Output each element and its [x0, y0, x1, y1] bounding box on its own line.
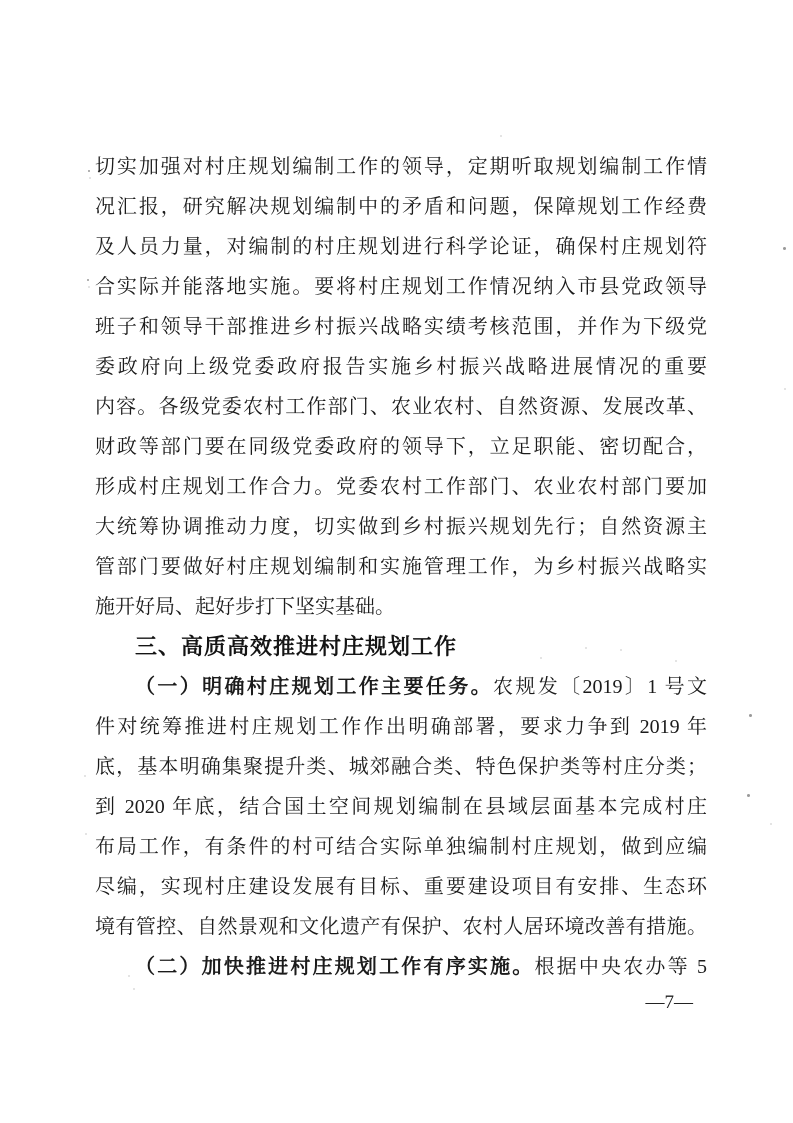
body-line-2: 况汇报，研究解决规划编制中的矛盾和问题，保障规划工作经费 — [95, 196, 707, 218]
body-line-3: 及人员力量，对编制的村庄规划进行科学论证，确保村庄规划符 — [95, 236, 707, 258]
scan-speck — [133, 988, 135, 990]
para-1-lead-rest: 农规发〔2019〕1 号文 — [493, 676, 707, 698]
body-line-8: 财政等部门要在同级党委政府的领导下，立足职能、密切配合， — [95, 436, 707, 458]
para-2-lead-rest: 根据中央农办等 5 — [534, 956, 707, 978]
scan-speck — [85, 833, 87, 835]
para-2-lead-bold: （二）加快推进村庄规划工作有序实施。 — [135, 956, 535, 978]
body-line-12-paragraph-end: 施开好局、起好步打下坚实基础。 — [95, 596, 395, 618]
document-body — [95, 147, 707, 987]
scan-speck — [540, 657, 542, 659]
scan-speck — [585, 647, 587, 649]
scan-speck — [749, 714, 752, 717]
body-line-5: 班子和领导干部推进乡村振兴战略实绩考核范围，并作为下级党 — [95, 316, 707, 338]
scan-speck — [88, 286, 90, 288]
body-line-4: 合实际并能落地实施。要将村庄规划工作情况纳入市县党政领导 — [95, 276, 707, 298]
body-line-10: 大统筹协调推动力度，切实做到乡村振兴规划先行；自然资源主 — [95, 516, 707, 538]
scan-speck — [89, 177, 91, 179]
scan-speck — [747, 794, 750, 797]
body-line-6: 委政府向上级党委政府报告实施乡村振兴战略进展情况的重要 — [95, 356, 707, 378]
scan-speck — [783, 247, 786, 250]
para-1-lead-bold: （一）明确村庄规划工作主要任务。 — [135, 676, 493, 698]
body-line-17: 到 2020 年底，结合国土空间规划编制在县域层面基本完成村庄 — [95, 796, 707, 818]
scan-speck — [445, 647, 447, 649]
scan-speck — [84, 775, 86, 777]
body-line-11: 管部门要做好村庄规划编制和实施管理工作，为乡村振兴战略实 — [95, 556, 707, 578]
page-number: —7— — [645, 992, 693, 1013]
scan-speck — [87, 279, 89, 281]
scan-speck — [770, 823, 772, 825]
body-line-1: 切实加强对村庄规划编制工作的领导，定期听取规划编制工作情 — [95, 156, 707, 178]
body-line-16: 底，基本明确集聚提升类、城郊融合类、特色保护类等村庄分类； — [95, 756, 707, 778]
body-line-15: 件对统筹推进村庄规划工作作出明确部署，要求力争到 2019 年 — [95, 716, 707, 738]
para-1-first-line — [95, 667, 707, 707]
body-line-7: 内容。各级党委农村工作部门、农业农村、自然资源、发展改革、 — [95, 396, 707, 418]
para-2-first-line — [95, 947, 707, 987]
body-line-18: 布局工作，有条件的村可结合实际单独编制村庄规划，做到应编 — [95, 836, 707, 858]
scan-speck — [88, 170, 90, 172]
scan-speck — [128, 975, 130, 977]
scan-speck — [675, 660, 677, 662]
body-line-19: 尽编，实现村庄建设发展有目标、重要建设项目有安排、生态环 — [95, 876, 707, 898]
scan-speck — [620, 649, 622, 651]
body-line-9: 形成村庄规划工作合力。党委农村工作部门、农业农村部门要加 — [95, 476, 707, 498]
scan-speck — [784, 388, 786, 390]
scan-speck — [500, 135, 502, 137]
section-heading-3: 三、高质高效推进村庄规划工作 — [135, 634, 458, 659]
body-line-20-paragraph-end: 境有管控、自然景观和文化遗产有保护、农村人居环境改善有措施。 — [95, 916, 707, 938]
